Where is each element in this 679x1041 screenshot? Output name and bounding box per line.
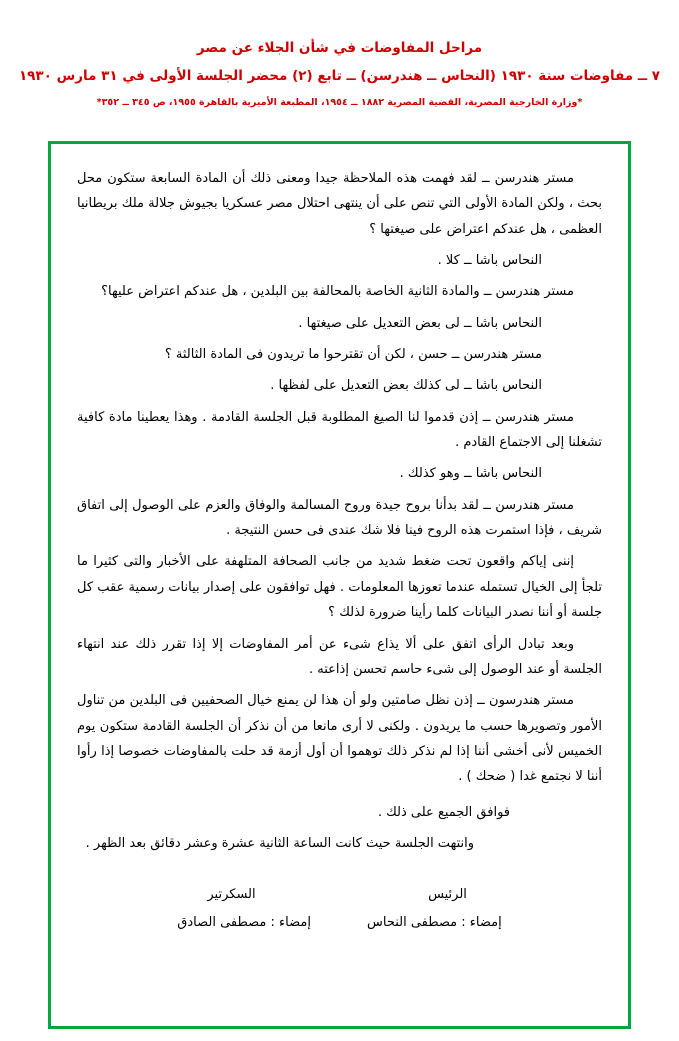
paragraph: مستر هندرسن ــ إذن قدموا لنا الصيغ المطلوبة قبل الجلسة القادمة . وهذا يعطينا مادة كافية تشغلنا إلى الاجتماع القادم . <box>77 409 602 451</box>
paragraph: مستر هندرسن ــ لقد بدأنا بروح جيدة وروح المسالمة والوفاق والعزم على الوصول إلى اتفاق شريف ، فإذا استمرت هذه الروح فينا فلا شك عندى فى حسن النتيجة . <box>77 497 602 539</box>
paragraph: وبعد تبادل الرأى اتفق على ألا يذاع شىء عن أمر المفاوضات إلا إذا تقرر ذلك عند انتهاء الجلسة أو عند الوصول إلى شىء حاسم تحسن إذاعته . <box>77 636 602 677</box>
paragraph: إننى إياكم واقعون تحت ضغط شديد من جانب الصحافة المتلهفة على الأخبار والتى كثيرا ما تلجأ إلى الخيال تستمله عندما تعوزها المعلومات . فهل توافقون على إصدار بيانات رسمية عقب كل جلسة أو أننا نصدر البيانات كلما رأينا ضرورة لذلك ؟ <box>77 554 602 621</box>
paragraph: النحاس باشا ــ لى بعض التعديل على صيغتها . <box>298 315 542 331</box>
document-body <box>51 144 628 866</box>
signature-name-president: مصطفى النحاس <box>366 915 458 931</box>
paragraph: النحاس باشا ــ كلا . <box>437 253 542 269</box>
paragraph: مستر هندرسن ــ لقد فهمت هذه الملاحظة جيدا ومعنى ذلك أن المادة السابعة ستكون محل بحث ، ولكن المادة الأولى التي تنص على أن ينتهى احتلال مصر عسكريا بجيوش جلالة ملك بريطانيا العظمى ، هل عندكم اعتراض على صيغتها ؟ <box>77 171 602 237</box>
signature-block <box>51 882 628 936</box>
closing-statement: فوافق الجميع على ذلك . <box>377 804 510 820</box>
signature-label-president: إمضاء : <box>461 915 502 931</box>
content-frame <box>48 141 631 1029</box>
signature-roles-row <box>79 882 600 908</box>
page-title: مراحل المفاوضات في شأن الجلاء عن مصر <box>196 40 483 56</box>
signature-secretary <box>177 910 311 936</box>
signature-label-secretary: إمضاء : <box>270 915 311 931</box>
paragraph: مستر هندرسن ــ حسن ، لكن أن تقترحوا ما تريدون فى المادة الثالثة ؟ <box>164 347 542 363</box>
signature-role-secretary: السكرتير <box>207 887 256 903</box>
paragraph: النحاس باشا ــ وهو كذلك . <box>399 466 542 482</box>
signature-names-row <box>79 910 600 936</box>
page-header <box>0 0 679 110</box>
paragraph: مستر هندرسن ــ والمادة الثانية الخاصة بالمحالفة بين البلدين ، هل عندكم اعتراض عليها؟ <box>101 284 574 300</box>
page-subtitle: ٧ ــ مفاوضات سنة ١٩٣٠ (النحاس ــ هندرسن) ــ تابع (٢) محضر الجلسة الأولى في ٣١ مارس ١٩٣٠ <box>18 68 661 85</box>
paragraph: النحاس باشا ــ لى كذلك بعض التعديل على لفظها . <box>270 378 542 394</box>
signature-role-president: الرئيس <box>428 887 467 903</box>
adjournment-statement: وانتهت الجلسة حيث كانت الساعة الثانية عشرة وعشر دقائق بعد الظهر . <box>85 835 474 851</box>
signature-president <box>367 910 502 936</box>
signature-name-secretary: مصطفى الصادق <box>177 915 267 931</box>
source-citation: *وزارة الخارجية المصرية، القضية المصرية ١٨٨٢ ــ ١٩٥٤، المطبعة الأميرية بالقاهرة ١٩٥٥، ص ٣٤٥ ــ ٣٥٢* <box>96 97 583 109</box>
paragraph: مستر هندرسون ــ إذن نظل صامتين ولو أن هذا لن يمنع خيال الصحفيين فى البلدين من تناول الأمور وتصويرها حسب ما يريدون . ولكنى لا أرى مانعا من أن نذكر أن الجلسة القادمة ستكون يوم الخميس لأنى أخشى أننا إذا لم نذكر ذلك توهموا أن أول أزمة قد حلت بالمفاوضات خصوصا إذا رأوا أننا لا نجتمع غدا ( ضحك ) . <box>77 693 602 785</box>
